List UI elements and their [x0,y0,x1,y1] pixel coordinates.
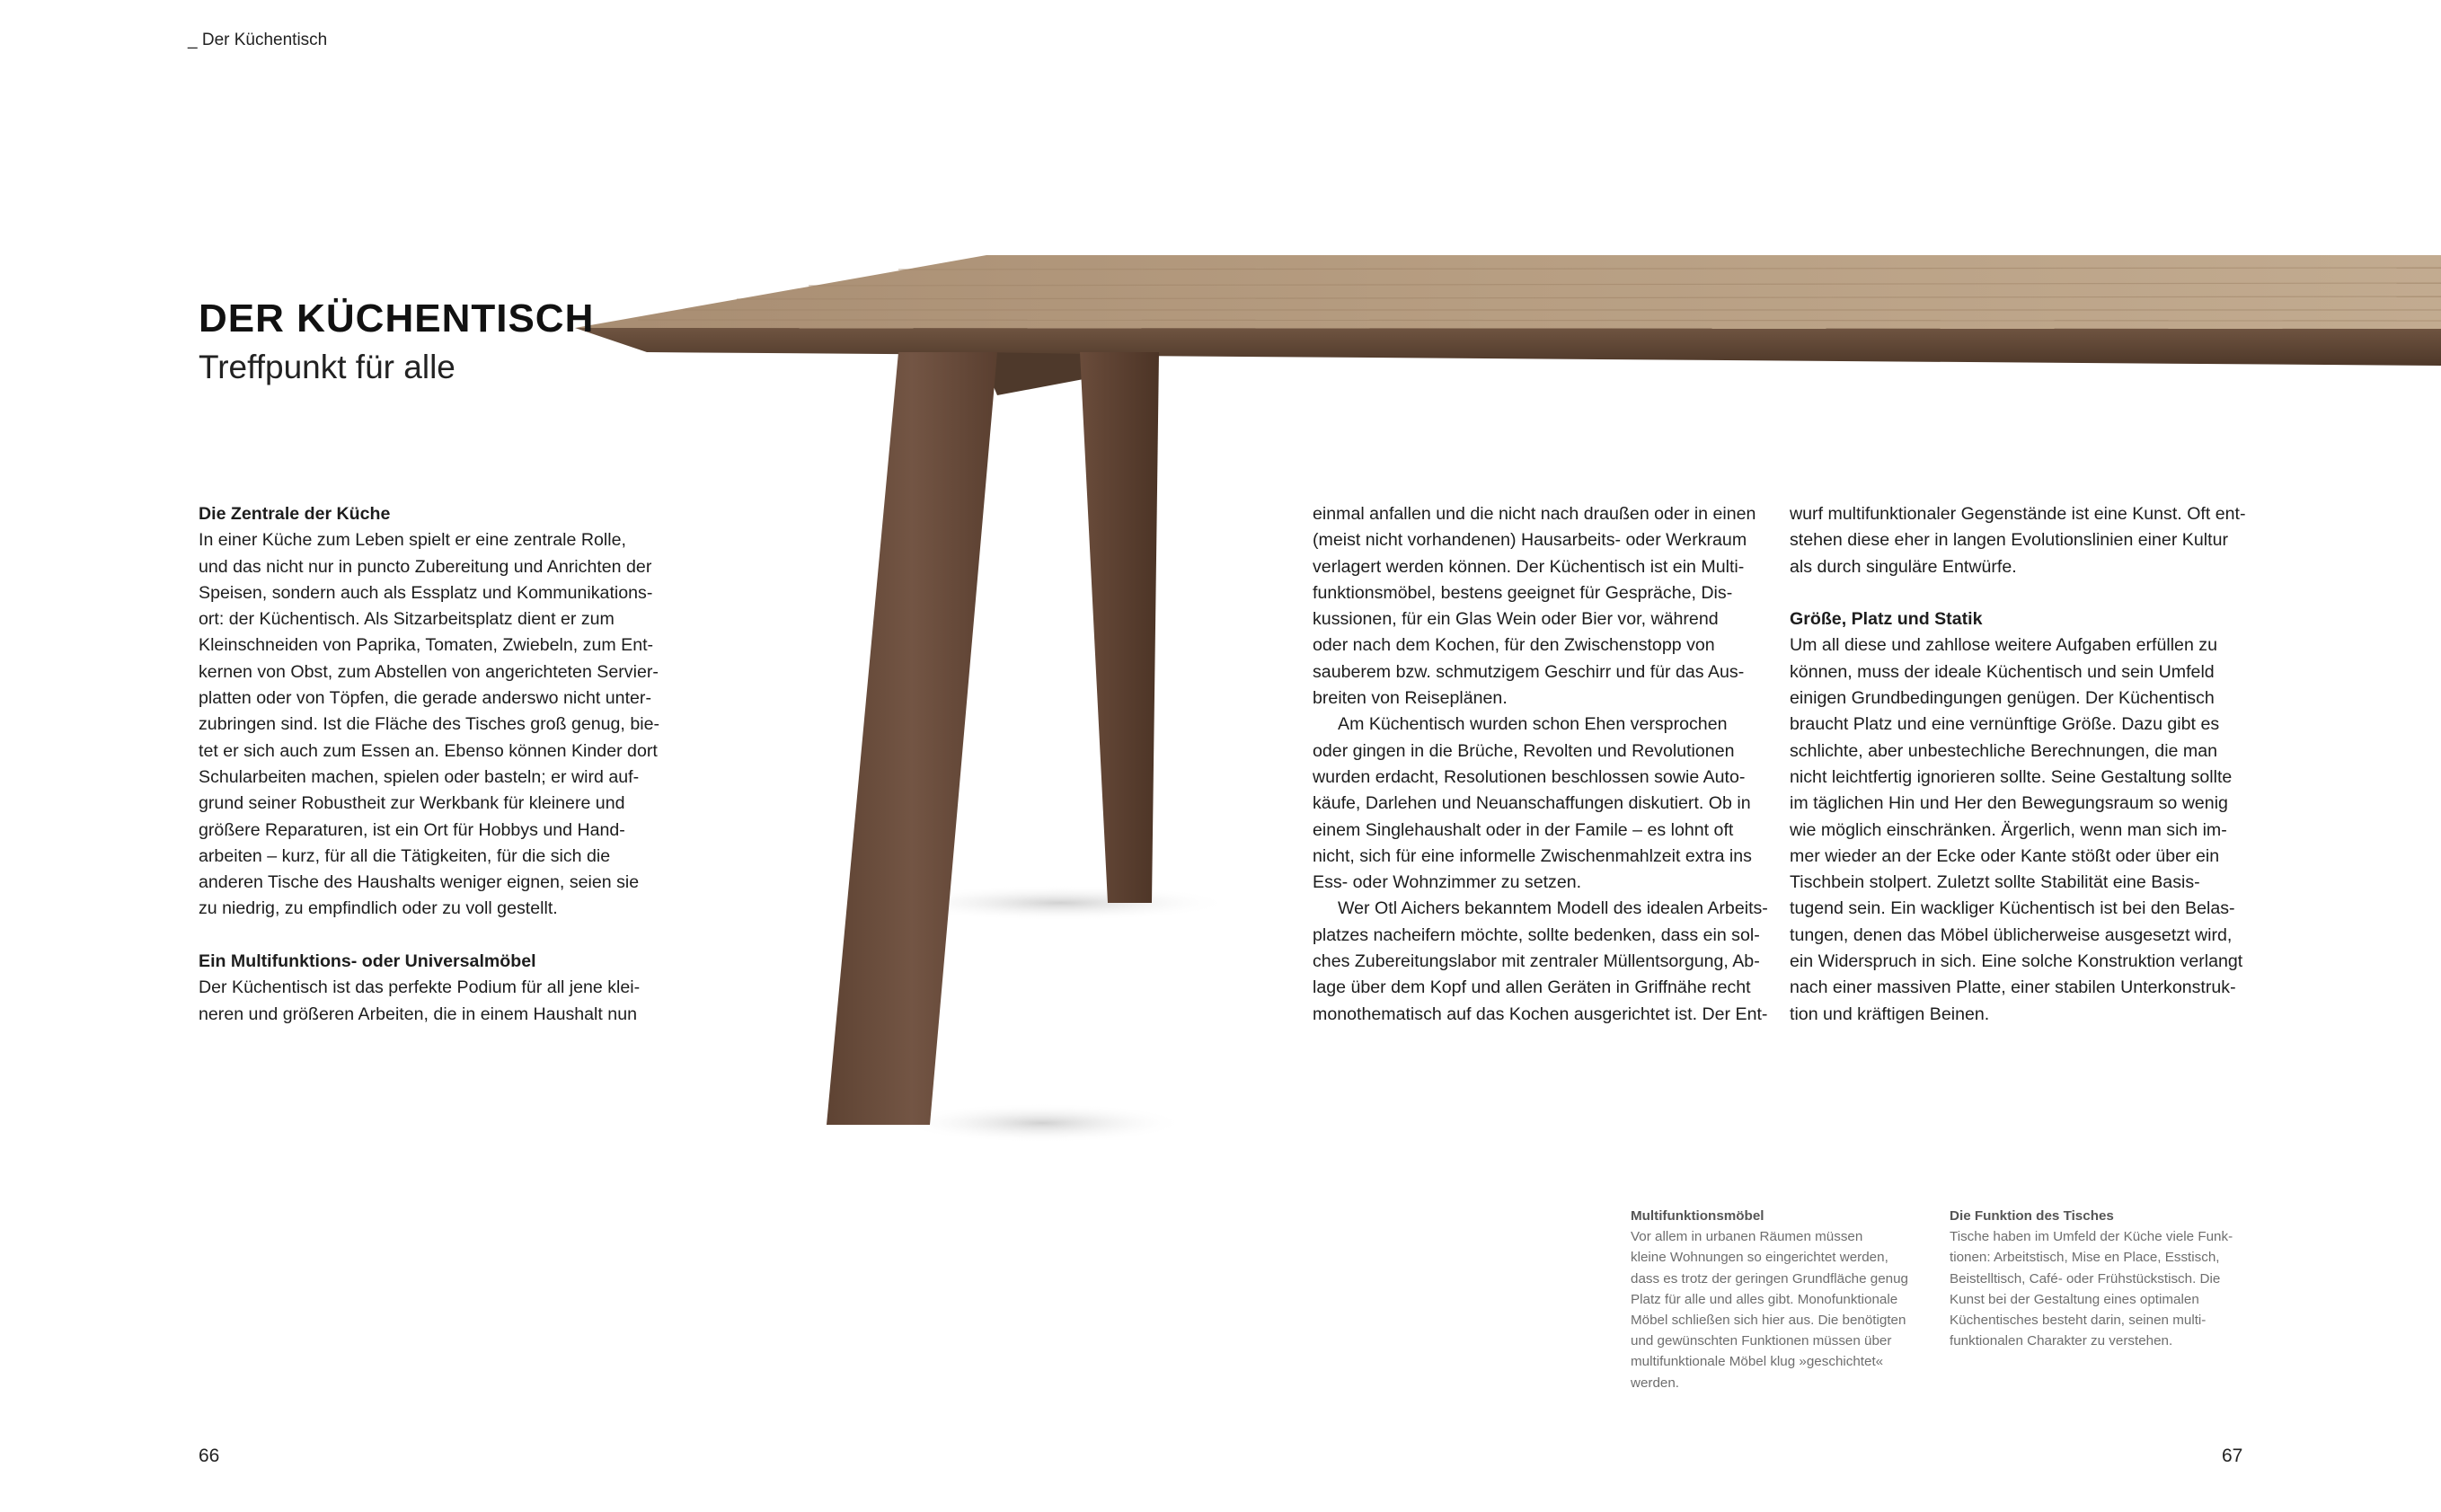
text-line: Kleinschneiden von Paprika, Tomaten, Zwiebeln, zum Ent- [199,635,654,656]
text-line: als durch singuläre Entwürfe. [1790,556,2017,577]
text-line: kernen von Obst, zum Abstellen von angerichteten Servier- [199,661,659,682]
text-line: einigen Grundbedingungen genügen. Der Küchentisch [1790,688,2215,709]
section-heading: Die Zentrale der Küche [199,504,391,524]
running-head: _ Der Küchentisch [188,31,328,49]
caption-multifunktionsmoebel [1631,1206,1936,1393]
text-line: sauberem bzw. schmutzigem Geschirr und für das Aus- [1313,661,1745,682]
text-line: wie möglich einschränken. Ärgerlich, wenn man sich im- [1790,819,2227,840]
text-line: oder nach dem Kochen, für den Zwischenstopp von [1313,635,1715,656]
caption-line: Platz für alle und alles gibt. Monofunktionale [1631,1291,1898,1307]
text-line: braucht Platz und eine vernünftige Größe. Dazu gibt es [1790,714,2220,735]
text-line: neren und größeren Arbeiten, die in einem Haushalt nun [199,1004,637,1024]
text-line: grund seiner Robustheit zur Werkbank für kleinere und [199,793,625,814]
section-heading: Ein Multifunktions- oder Universalmöbel [199,951,536,972]
text-line: einem Singlehaushalt oder in der Famile – es lohnt oft [1313,819,1734,840]
page-subtitle: Treffpunkt für alle [199,349,455,385]
caption-line: dass es trotz der geringen Grundfläche genug [1631,1270,1909,1287]
text-line: mer wieder an der Ecke oder Kante stößt oder über ein [1790,845,2220,866]
caption-line: Kunst bei der Gestaltung eines optimalen [1950,1291,2199,1307]
text-line: verlagert werden können. Der Küchentisch ist ein Multi- [1313,556,1745,577]
page-number-right: 67 [2222,1446,2243,1466]
caption-line: funktionalen Charakter zu verstehen. [1950,1333,2173,1349]
text-line: und das nicht nur in puncto Zubereitung und Anrichten der [199,556,652,577]
page-number-left: 66 [199,1446,220,1466]
caption-line: Möbel schließen sich hier aus. Die benötigten [1631,1313,1906,1329]
text-column-1 [199,501,661,1028]
caption-line: multifunktionale Möbel klug »geschichtet« [1631,1354,1884,1370]
text-line: nach einer massiven Platte, einer stabilen Unterkonstruk- [1790,977,2236,998]
text-column-3 [1790,501,2252,1028]
caption-heading: Multifunktionsmöbel [1631,1208,1764,1224]
text-line: nicht, sich für eine informelle Zwischenmahlzeit extra ins [1313,845,1752,866]
text-line: oder gingen in die Brüche, Revolten und Revolutionen [1313,740,1735,761]
text-line: platten oder von Töpfen, die gerade anderswo nicht unter- [199,688,651,709]
text-line: monothematisch auf das Kochen ausgerichtet ist. Der Ent- [1313,1004,1768,1024]
text-line: wurf multifunktionaler Gegenstände ist eine Kunst. Oft ent- [1790,504,2246,524]
text-line: einmal anfallen und die nicht nach draußen oder in einen [1313,504,1756,524]
caption-line: Beistelltisch, Café- oder Frühstückstisch. Die [1950,1270,2221,1287]
caption-line: Vor allem in urbanen Räumen müssen [1631,1229,1863,1245]
text-line: zu niedrig, zu empfindlich oder zu voll gestellt. [199,898,558,919]
text-column-2 [1313,501,1775,1028]
text-line: tugend sein. Ein wackliger Küchentisch ist bei den Belas- [1790,898,2235,919]
text-line: lage über dem Kopf und allen Geräten in Griffnähe recht [1313,977,1751,998]
text-line: wurden erdacht, Resolutionen beschlossen sowie Auto- [1313,766,1746,787]
text-line: anderen Tische des Haushalts weniger eignen, seien sie [199,872,640,893]
caption-line: Tische haben im Umfeld der Küche viele Funk- [1950,1229,2233,1245]
text-line: ein Widerspruch in sich. Eine solche Konstruktion verlangt [1790,951,2243,972]
text-line: Schularbeiten machen, spielen oder basteln; er wird auf- [199,766,640,787]
caption-line: kleine Wohnungen so eingerichtet werden, [1631,1250,1888,1266]
text-line: zubringen sind. Ist die Fläche des Tisches groß genug, bie- [199,714,659,735]
text-line: käufe, Darlehen und Neuanschaffungen diskutiert. Ob in [1313,793,1751,814]
text-line: schlichte, aber unbestechliche Berechnungen, die man [1790,740,2217,761]
caption-heading: Die Funktion des Tisches [1950,1208,2114,1224]
caption-line: werden. [1631,1375,1680,1391]
text-line: ort: der Küchentisch. Als Sitzarbeitsplatz dient er zum [199,609,615,630]
table-leg-front [827,352,997,1125]
text-line: arbeiten – kurz, für all die Tätigkeiten, für die sich die [199,845,611,866]
section-heading: Größe, Platz und Statik [1790,609,1983,630]
text-line: tungen, denen das Möbel üblicherweise ausgesetzt wird, [1790,924,2233,945]
text-line: Der Küchentisch ist das perfekte Podium für all jene klei- [199,977,641,998]
text-line: Speisen, sondern auch als Essplatz und Kommunikations- [199,582,653,603]
text-line: In einer Küche zum Leben spielt er eine zentrale Rolle, [199,530,626,551]
caption-funktion-des-tisches [1950,1206,2255,1351]
text-line: ches Zubereitungslabor mit zentraler Müllentsorgung, Ab- [1313,951,1760,972]
table-shadow [898,1103,1186,1143]
caption-line: und gewünschten Funktionen müssen über [1631,1333,1892,1349]
text-line: stehen diese eher in langen Evolutionslinien einer Kultur [1790,530,2228,551]
page-title: DER KÜCHENTISCH [199,296,595,340]
text-line: größere Reparaturen, ist ein Ort für Hobbys und Hand- [199,819,625,840]
caption-line: tionen: Arbeitstisch, Mise en Place, Esstisch, [1950,1250,2220,1266]
caption-line: Küchentisches besteht darin, seinen multi- [1950,1313,2207,1329]
text-line: funktionsmöbel, bestens geeignet für Gespräche, Dis- [1313,582,1733,603]
text-line: tion und kräftigen Beinen. [1790,1004,1990,1024]
text-line: (meist nicht vorhandenen) Hausarbeits- oder Werkraum [1313,530,1747,551]
text-line: platzes nacheifern möchte, sollte bedenken, dass ein sol- [1313,924,1760,945]
text-line: kussionen, für ein Glas Wein oder Bier vor, während [1313,609,1719,630]
text-line: Am Küchentisch wurden schon Ehen versprochen [1338,714,1728,735]
text-line: tet er sich auch zum Essen an. Ebenso können Kinder dort [199,740,658,761]
text-line: können, muss der ideale Küchentisch und sein Umfeld [1790,661,2215,682]
text-line: Wer Otl Aichers bekanntem Modell des idealen Arbeits- [1338,898,1768,919]
text-line: breiten von Reiseplänen. [1313,688,1508,709]
text-line: Ess- oder Wohnzimmer zu setzen. [1313,872,1582,893]
text-line: nicht leichtfertig ignorieren sollte. Seine Gestaltung sollte [1790,766,2233,787]
text-line: im täglichen Hin und Her den Bewegungsraum so wenig [1790,793,2228,814]
text-line: Um all diese und zahllose weitere Aufgaben erfüllen zu [1790,635,2217,656]
text-line: Tischbein stolpert. Zuletzt sollte Stabilität eine Basis- [1790,872,2200,893]
table-leg-back [1080,352,1159,903]
table-top-edge [575,328,2441,366]
